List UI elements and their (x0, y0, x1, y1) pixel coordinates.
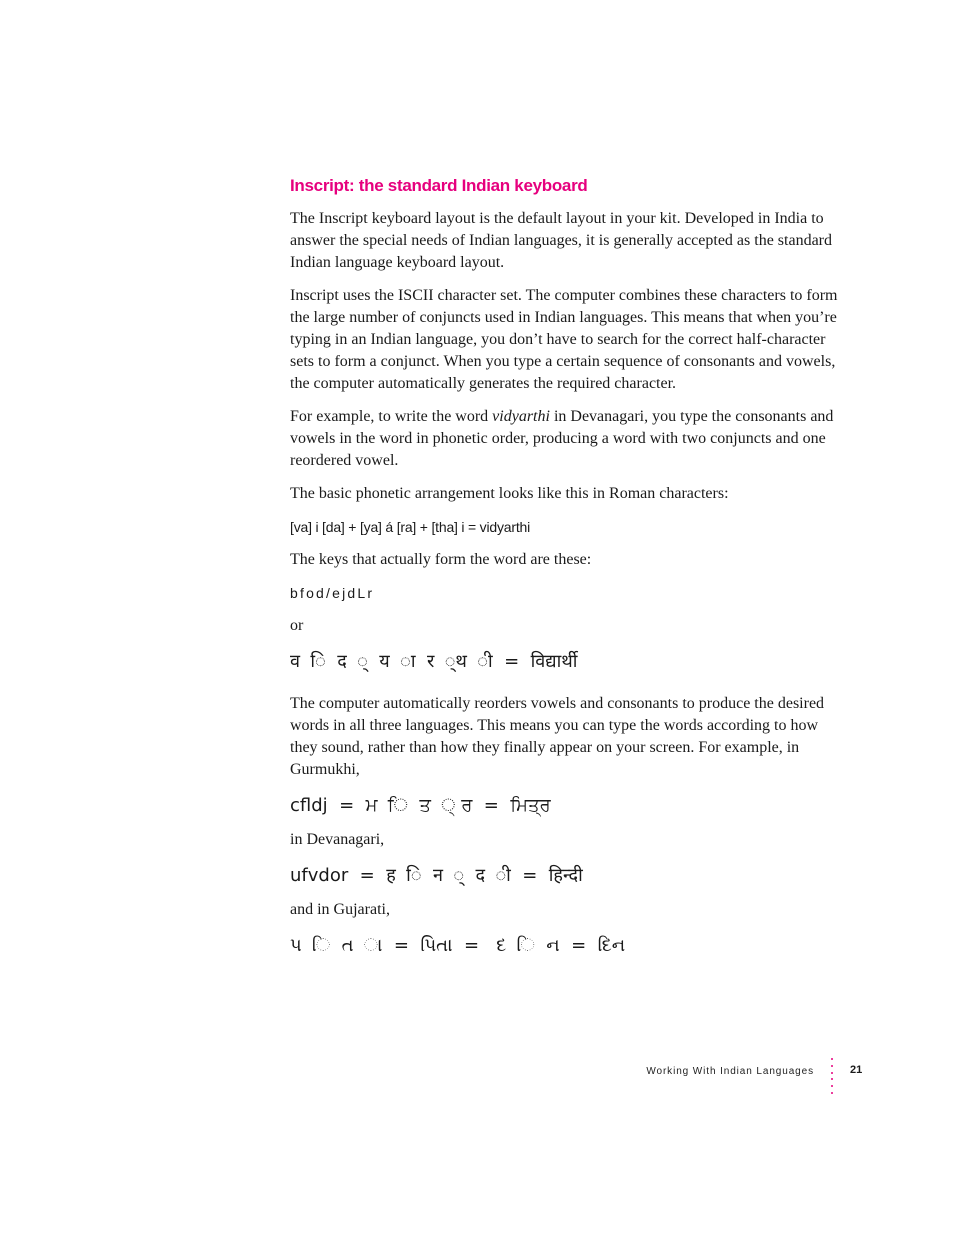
section-heading: Inscript: the standard Indian keyboard (290, 176, 588, 195)
divider-dot (831, 1092, 833, 1094)
paragraph-example-start: For example, to write the word (290, 408, 493, 425)
divider-dot (831, 1078, 833, 1080)
paragraph-iscii: Inscript uses the ISCII character set. The computer combines these characters to form the large number of conjuncts used in Indian languages. This means that when you’re typing in an Indian language, you don’t have to search for the correct half-character sets to form a conjunct. When you type a certain sequence of consonants and vowels, the computer automatically generates the required character. (290, 287, 838, 392)
gurmukhi-example: cfldj = ਮ ਿ ਤ ੍ ਰ = ਮਿਤ੍ਰ (290, 795, 551, 816)
page-footer (600, 1058, 870, 1094)
main-content (290, 176, 838, 977)
word-vidyarthi: vidyarthi (492, 408, 550, 425)
footer-dot-divider (830, 1058, 834, 1094)
or-text: or (290, 617, 304, 634)
paragraph-phonetic: The basic phonetic arrangement looks like this in Roman characters: (290, 485, 729, 502)
divider-dot (831, 1058, 833, 1060)
roman-arrangement: [va] i [da] + [ya] á [ra] + [tha] i = vidyarthi (290, 519, 531, 535)
page-number: 21 (850, 1064, 863, 1076)
in-gujarati-text: and in Gujarati, (290, 901, 390, 918)
paragraph-keys: The keys that actually form the word are these: (290, 551, 592, 568)
divider-dot (831, 1085, 833, 1087)
in-devanagari-text: in Devanagari, (290, 831, 385, 848)
paragraph-reorder: The computer automatically reorders vowels and consonants to produce the desired words in all three languages. This means you can type the words according to how they sound, rather than how they finally appear on your screen. For example, in Gurmukhi, (290, 695, 825, 778)
devanagari-hindi-example: ufvdor = ह ि न ् द ी = हिन्दी (290, 865, 583, 886)
devanagari-vidyarthi-example: व ि द ् य ा र ्थ ी = विद्यार्थी (290, 651, 578, 672)
divider-dot (831, 1072, 833, 1074)
paragraph-example (290, 406, 838, 472)
gujarati-example: પ િ ત ા = પિતા = દ િ ન = દિન (290, 935, 626, 956)
paragraph-example-end: in Devanagari, you type the consonants and vowels in the word in phonetic order, producing a word with two conjuncts and one reordered vowel. (290, 408, 834, 469)
footer-title: Working With Indian Languages (646, 1066, 814, 1077)
paragraph-inscript-intro: The Inscript keyboard layout is the default layout in your kit. Developed in India to answer the special needs of Indian languages, it is generally accepted as the standard Indian language keyboard layout. (290, 210, 833, 271)
key-sequence: bfod/ejdLr (290, 585, 375, 601)
divider-dot (831, 1065, 833, 1067)
